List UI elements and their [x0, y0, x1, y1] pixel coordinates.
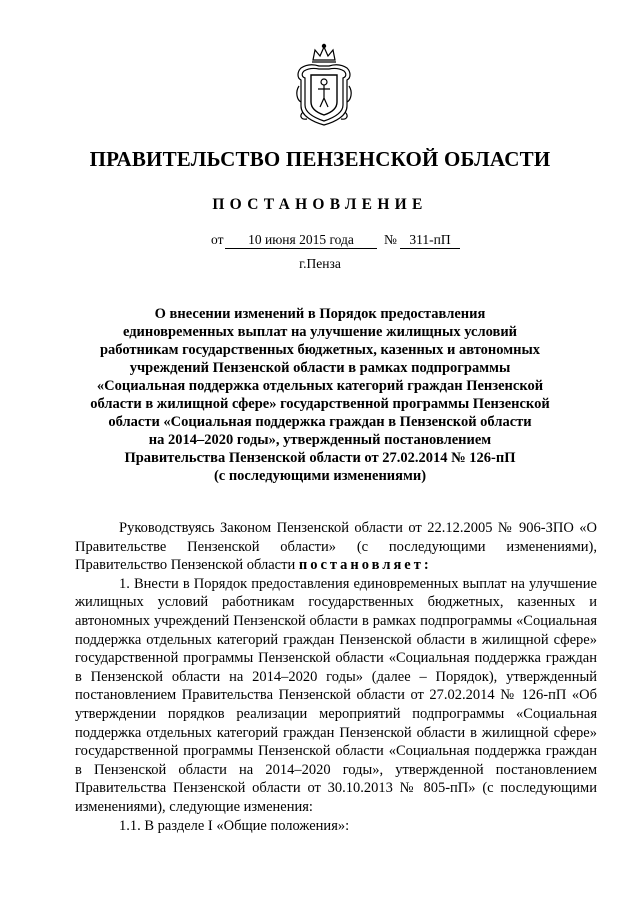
preamble-paragraph	[75, 519, 597, 575]
issuing-authority: ПРАВИТЕЛЬСТВО ПЕНЗЕНСКОЙ ОБЛАСТИ	[89, 147, 551, 171]
document-title	[90, 305, 550, 485]
date-label: от	[211, 232, 224, 247]
number-label: №	[384, 232, 397, 247]
date-value: 10 июня 2015 года	[225, 232, 377, 249]
title-line: единовременных выплат на улучшение жилищных условий	[122, 324, 518, 340]
clause-1-1-paragraph: 1.1. В разделе I «Общие положения»:	[119, 817, 350, 834]
date-number-line	[0, 232, 640, 250]
city: г.Пенза	[299, 256, 341, 271]
coat-of-arms-icon	[295, 42, 353, 126]
number-value: 311-пП	[400, 232, 460, 249]
preamble-text: Руководствуясь Законом Пензенской области от 22.12.2005 № 906-ЗПО «О Правительстве Пензенской области» (с последующими изменениями), Правительство Пензенской области	[75, 520, 597, 574]
title-line: работникам государственных бюджетных, казенных и автономных	[99, 342, 541, 358]
title-line: Правительства Пензенской области от 27.02.2014 № 126-пП	[124, 450, 516, 466]
document-body	[75, 519, 597, 835]
clause-1-paragraph: 1. Внести в Порядок предоставления единовременных выплат на улучшение жилищных условий работникам государственных бюджетных, казенных и автономных учреждений Пензенской области в рамках подпрограммы «Социальная поддержка отдельных категорий граждан Пензенской области в жилищной сфере» государственной программы Пензенской области «Социальная поддержка граждан в Пензенской области на 2014–2020 годы» (далее – Порядок), утвержденный постановлением Правительства Пензенской области от 27.02.2014 № 126-пП «Об утверждении порядков реализации мероприятий подпрограммы «Социальная поддержка отдельных категорий граждан Пензенской области в жилищной сфере» государственной программы Пензенской области «Социальная поддержка граждан в Пензенской области на 2014–2020 годы», утвержденной постановлением Правительства Пензенской области от 30.10.2013 № 805-пП» (с последующими изменениями), следующие изменения:	[75, 575, 597, 815]
title-line: (с последующими изменениями)	[213, 468, 427, 484]
title-line: О внесении изменений в Порядок предоставления	[154, 306, 486, 322]
title-line: области «Социальная поддержка граждан в Пензенской области	[108, 414, 532, 430]
document-type: ПОСТАНОВЛЕНИЕ	[212, 196, 428, 213]
title-line: «Социальная поддержка отдельных категорий граждан Пензенской	[96, 378, 544, 394]
title-line: на 2014–2020 годы», утвержденный постановлением	[148, 432, 492, 448]
decree-keyword: постановляет:	[298, 557, 432, 574]
title-line: области в жилищной сфере» государственной программы Пензенской	[90, 396, 550, 412]
title-line: учреждений Пензенской области в рамках подпрограммы	[129, 360, 511, 376]
